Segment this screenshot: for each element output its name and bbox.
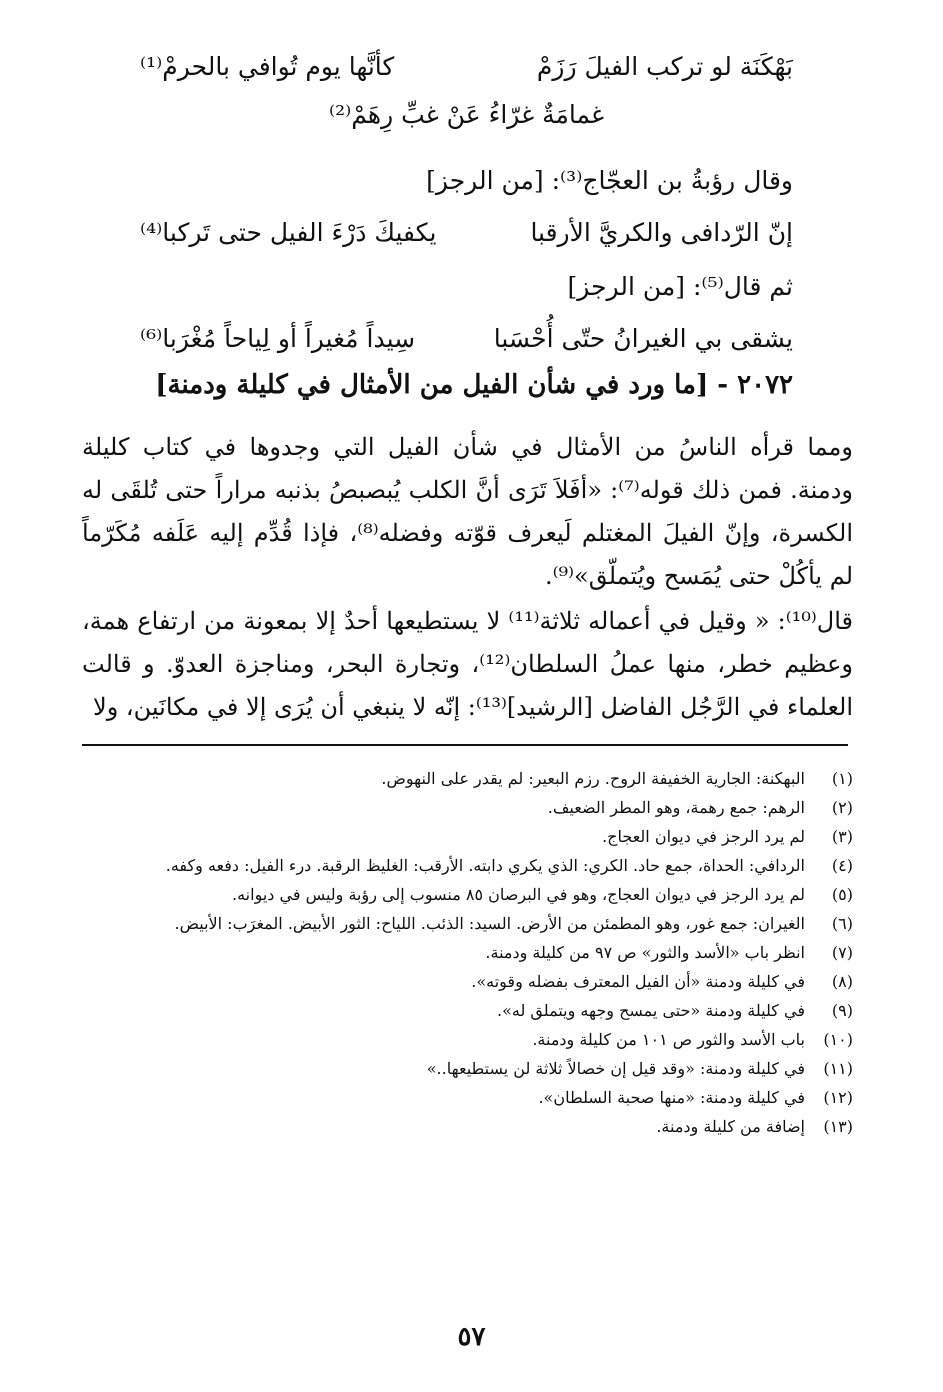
footnote-item <box>60 851 853 880</box>
footnote-item <box>60 1112 853 1141</box>
verse-line-1 <box>140 44 793 88</box>
verse-hemistich-left: كأنَّها يوم تُوافي بالحرمْ⁽¹⁾ <box>140 51 395 81</box>
footnote-item <box>60 764 853 793</box>
verse-line-4 <box>140 316 793 360</box>
footnote-text: في كليلة ودمنة: «وقد قيل إن خصالاً ثلاثة لن يستطيعها..» <box>426 1059 805 1078</box>
footnote-number: (٢) <box>831 798 853 817</box>
verse-intro-2: ثم قال⁽⁵⁾: [من الرجز] <box>567 272 793 301</box>
footnote-text: البهكنة: الجارية الخفيفة الروح. رزم البعير: لم يقدر على النهوض. <box>381 769 805 788</box>
footnote-text: لم يرد الرجز في ديوان العجاج. <box>602 827 805 846</box>
footnote-item <box>60 793 853 822</box>
footnote-item <box>60 1083 853 1112</box>
footnote-text: الردافي: الحداة، جمع حاد. الكري: الذي يكري دابته. الأرقب: الغليظ الرقبة. درء الفيل: دفعه وكفه. <box>165 856 805 875</box>
footnote-number: (٨) <box>831 972 853 991</box>
footnote-item <box>60 938 853 967</box>
footnote-separator <box>82 744 848 746</box>
footnote-number: (٧) <box>831 943 853 962</box>
footnote-text: في كليلة ودمنة «أن الفيل المعترف بفضله وقوته». <box>471 972 805 991</box>
paragraph-1: ومما قرأه الناسُ من الأمثال في شأن الفيل التي وجدوها في كتاب كليلة ودمنة. فمن ذلك قوله⁽⁷⁾: «أفَلاَ تَرَى أنَّ الكلب يُبصبصُ بذنبه مراراً حتى تُلقَى له الكسرة، وإنّ الفيلَ المغتلم لَيعرف قوّته وفضله⁽⁸⁾، فإذا قُدِّم إليه عَلَفه مُكَرّماً لم يأكُلْ حتى يُمَسح ويُتملّق»⁽⁹⁾. <box>82 433 853 590</box>
footnote-number: (٣) <box>831 827 853 846</box>
verse-hemistich-right: إنّ الرّدافى والكريَّ الأرقبا <box>530 217 793 247</box>
footnote-number: (٥) <box>831 885 853 904</box>
footnote-number: (١٠) <box>823 1030 853 1049</box>
footnote-text: في كليلة ودمنة: «منها صحبة السلطان». <box>538 1088 805 1107</box>
footnote-text: الرهم: جمع رهمة، وهو المطر الضعيف. <box>547 798 805 817</box>
page-number: ٥٧ <box>457 1322 486 1352</box>
footnote-item <box>60 822 853 851</box>
footnote-text: الغيران: جمع غور، وهو المطمئن من الأرض. السيد: الذئب. اللياح: الثور الأبيض. المغرَب: الأبيض. <box>174 914 805 933</box>
footnote-item <box>60 880 853 909</box>
footnote-text: في كليلة ودمنة «حتى يمسح وجهه ويتملق له». <box>497 1001 805 1020</box>
footnote-number: (٦) <box>831 914 853 933</box>
footnote-number: (١) <box>831 769 853 788</box>
paragraph-2: قال⁽¹⁰⁾: « وقيل في أعماله ثلاثة⁽¹¹⁾ لا يستطيعها أحدٌ إلا بمعونة من ارتفاع همة، وعظيم خطر، منها عملُ السلطان⁽¹²⁾، وتجارة البحر، ومناجزة العدوّ. و قالت العلماء في الرَّجُل الفاضل [الرشيد]⁽¹³⁾: إنّه لا ينبغي أن يُرَى إلا في مكانَين، ولا <box>82 607 854 721</box>
footnote-item <box>60 1054 853 1083</box>
footnote-text: إضافة من كليلة ودمنة. <box>656 1117 805 1136</box>
footnote-text: لم يرد الرجز في ديوان العجاج، وهو في البرصان ٨٥ منسوب إلى رؤبة وليس في ديوانه. <box>232 885 805 904</box>
section-heading: ٢٠٧٢ - [ما ورد في شأن الفيل من الأمثال في كليلة ودمنة] <box>155 370 793 400</box>
footnote-number: (١٣) <box>823 1117 853 1136</box>
verse-hemistich-left: يكفيكَ دَرْءَ الفيل حتى تَركبا⁽⁴⁾ <box>140 217 437 247</box>
footnotes <box>60 764 853 1141</box>
footnote-number: (٤) <box>831 856 853 875</box>
footnote-number: (١١) <box>823 1059 853 1078</box>
footnote-item <box>60 967 853 996</box>
footnote-item <box>60 1025 853 1054</box>
verse-intro-1: وقال رؤبةُ بن العجّاج⁽³⁾: [من الرجز] <box>426 166 793 195</box>
verse-hemistich-right: بَهْكَنَة لو تركب الفيلَ رَزَمْ <box>536 51 793 81</box>
footnote-text: انظر باب «الأسد والثور» ص ٩٧ من كليلة ودمنة. <box>485 943 805 962</box>
footnote-text: باب الأسد والثور ص ١٠١ من كليلة ودمنة. <box>532 1030 805 1049</box>
footnote-number: (١٢) <box>823 1088 853 1107</box>
verse-line-3 <box>140 210 793 254</box>
verse-line-2: غمامَةٌ غرّاءُ عَنْ غبِّ رِهَمْ⁽²⁾ <box>328 100 605 129</box>
footnote-item <box>60 996 853 1025</box>
verse-hemistich-left: سِيداً مُغيراً أو لِياحاً مُغْرَبا⁽⁶⁾ <box>140 323 416 353</box>
footnote-number: (٩) <box>831 1001 853 1020</box>
footnote-item <box>60 909 853 938</box>
verse-hemistich-right: يشقى بي الغيرانُ حتّى أُحْسَبا <box>493 323 793 353</box>
